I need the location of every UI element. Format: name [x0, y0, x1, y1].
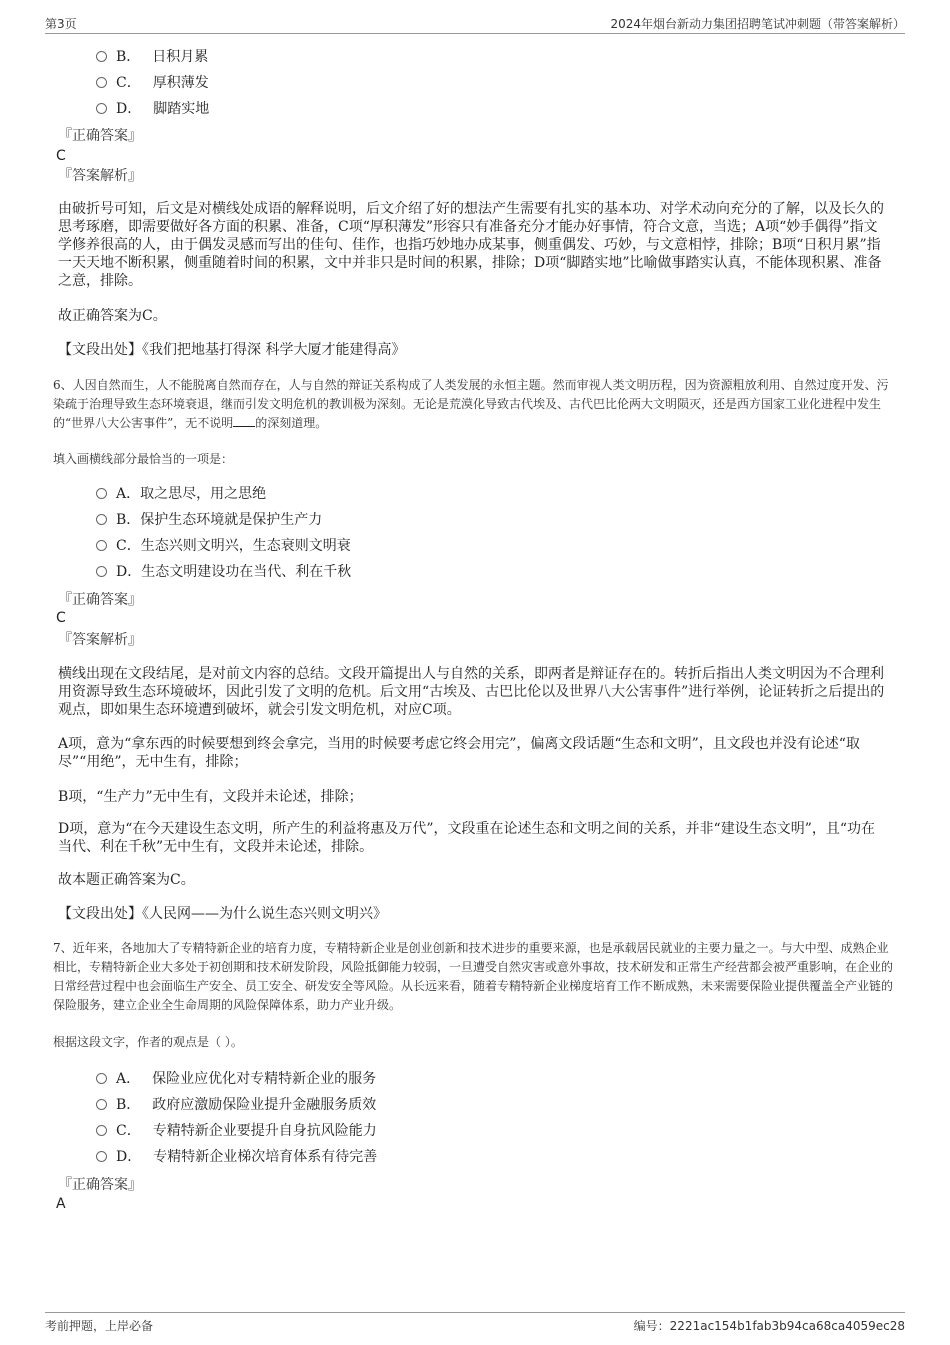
q5-conclusion: 故正确答案为C。 [58, 308, 167, 324]
q6-question-text: 6、人因自然而生，人不能脱离自然而存在，人与自然的辩证关系构成了人类发展的永恒主题。然而审视人类文明历程，因为资源粗放利用、自然过度开发、污染疏于治理导致生态环境衰退，继而引发文明危机的教训极为深刻。无论是荒漠化导致古代埃及、古代巴比伦两大文明陨灭，还是西方国家工业化进程中发生的“世界八大公害事件”，无不说明 的深刻道理。 [53, 378, 889, 430]
option-text: 取之思尽，用之思绝 [140, 486, 267, 502]
q5-source [58, 340, 405, 360]
q7-prompt: 根据这段文字，作者的观点是（ ）。 [53, 1035, 243, 1049]
q7-option-c[interactable]: C． 专精特新企业要提升自身抗风险能力 [96, 1121, 377, 1141]
q6-answer-label: 『正确答案』 [58, 592, 142, 608]
radio-icon[interactable] [96, 51, 107, 62]
option-text: 厚积薄发 [152, 75, 209, 91]
q6-option-c[interactable]: C．生态兴则文明兴，生态衰则文明衰 [96, 536, 351, 556]
q7-answer: A [56, 1196, 66, 1212]
radio-icon[interactable] [96, 514, 107, 525]
q7-question-text: 7、近年来，各地加大了专精特新企业的培育力度，专精特新企业是创业创新和技术进步的重要来源，也是承载居民就业的主要力量之一。与大中型、成熟企业相比，专精特新企业大多处于初创期和技术研发阶段，风险抵御能力较弱，一旦遭受自然灾害或意外事故，技术研发和正常生产经营都会被严重影响，在企业的日常经营过程中也会面临生产安全、员工安全、研发安全等风险。从长远来看，随着专精特新企业梯度培育工作不断成熟，未来需要保险业提供覆盖全产业链的保险服务，建立企业全生命周期的风险保障体系，助力产业升级。 [53, 941, 894, 1012]
q5-answer: C [56, 148, 66, 164]
radio-icon[interactable] [96, 1125, 107, 1136]
q6-option-b[interactable]: B．保护生态环境就是保护生产力 [96, 510, 322, 530]
radio-icon[interactable] [96, 540, 107, 551]
source-text: 《我们把地基打得深 科学大厦才能建得高》 [142, 342, 406, 358]
q6-prompt: 填入画横线部分最恰当的一项是： [53, 452, 234, 466]
option-text: 政府应激励保险业提升金融服务质效 [152, 1097, 377, 1113]
radio-icon[interactable] [96, 1073, 107, 1084]
q5-analysis-label: 『答案解析』 [58, 168, 142, 184]
q5-analysis: 由破折号可知，后文是对横线处成语的解释说明，后文介绍了好的想法产生需要有扎实的基本功、对学术动向充分的了解，以及长久的思考琢磨，即需要做好各方面的积累、准备，C项“厚积薄发”形容只有准备充分才能办好事情，符合文意，当选；A项“妙手偶得”指文学修养很高的人，由于偶发灵感而写出的佳句、佳作，也指巧妙地办成某事，侧重偶发、巧妙，与文意相悖，排除；B项“日积月累”指一天天地不断积累，侧重随着时间的积累，文中并非只是时间的积累，排除；D项“脚踏实地”比喻做事踏实认真，不能体现积累、准备之意，排除。 [58, 201, 884, 289]
page-header [45, 13, 905, 34]
q6-option-a[interactable]: A．取之思尽，用之思绝 [96, 484, 266, 504]
q5-option-c[interactable]: C． 厚积薄发 [96, 73, 209, 93]
radio-icon[interactable] [96, 488, 107, 499]
answer-blank [233, 416, 255, 427]
page-footer [45, 1312, 905, 1335]
q6-analysis-4: D项，意为“在今天建设生态文明，所产生的利益将惠及万代”，文段重在论述生态和文明之间的关系，并非“建设生态文明”，且“功在当代、利在千秋”无中生有，文段并未论述，排除。 [58, 821, 876, 855]
option-text: 保险业应优化对专精特新企业的服务 [152, 1071, 377, 1087]
q6-analysis-3: B项，“生产力”无中生有，文段并未论述，排除； [58, 789, 363, 805]
option-text: 生态文明建设功在当代、利在千秋 [141, 564, 352, 580]
q7-answer-label: 『正确答案』 [58, 1177, 142, 1193]
q6-conclusion: 故本题正确答案为C。 [58, 872, 195, 888]
page-number: 第3页 [45, 17, 77, 31]
source-text: 《人民网——为什么说生态兴则文明兴》 [142, 906, 387, 922]
q6-analysis-2: A项，意为“拿东西的时候要想到终会拿完，当用的时候要考虑它终会用完”，偏离文段话题“生态和文明”，且文段也并没有论述“取尽”“用绝”，无中生有，排除； [58, 736, 860, 770]
q5-option-b[interactable]: B． 日积月累 [96, 47, 208, 67]
q6-option-d[interactable]: D．生态文明建设功在当代、利在千秋 [96, 562, 351, 582]
radio-icon[interactable] [96, 1099, 107, 1110]
radio-icon[interactable] [96, 1151, 107, 1162]
q6-source [58, 904, 387, 924]
radio-icon[interactable] [96, 77, 107, 88]
footer-slogan: 考前押题，上岸必备 [45, 1319, 154, 1333]
q6-answer: C [56, 610, 66, 626]
radio-icon[interactable] [96, 103, 107, 114]
option-text: 日积月累 [152, 49, 209, 65]
q5-option-d[interactable]: D． 脚踏实地 [96, 99, 209, 119]
document-serial: 编号：2221ac154b1fab3b94ca68ca4059ec28 [633, 1319, 905, 1333]
q5-answer-label: 『正确答案』 [58, 128, 142, 144]
option-text: 生态兴则文明兴，生态衰则文明衰 [140, 538, 351, 554]
radio-icon[interactable] [96, 566, 107, 577]
document-title: 2024年烟台新动力集团招聘笔试冲刺题（带答案解析） [610, 17, 905, 31]
q7-option-b[interactable]: B． 政府应激励保险业提升金融服务质效 [96, 1095, 376, 1115]
q7-option-a[interactable]: A． 保险业应优化对专精特新企业的服务 [96, 1069, 376, 1089]
source-tag: 【文段出处】 [58, 342, 142, 358]
source-tag: 【文段出处】 [58, 906, 142, 922]
option-text: 专精特新企业要提升自身抗风险能力 [152, 1123, 377, 1139]
option-text: 保护生态环境就是保护生产力 [140, 512, 323, 528]
q6-analysis-1: 横线出现在文段结尾，是对前文内容的总结。文段开篇提出人与自然的关系，即两者是辩证存在的。转折后指出人类文明因为不合理利用资源导致生态环境破坏，因此引发了文明的危机。后文用“古埃及、古巴比伦以及世界八大公害事件”进行举例，论证转折之后提出的观点，即如果生态环境遭到破坏，就会引发文明危机，对应C项。 [58, 666, 885, 718]
q6-analysis-label: 『答案解析』 [58, 632, 142, 648]
option-text: 专精特新企业梯次培育体系有待完善 [153, 1149, 378, 1165]
q7-option-d[interactable]: D． 专精特新企业梯次培育体系有待完善 [96, 1147, 377, 1167]
option-text: 脚踏实地 [153, 101, 210, 117]
